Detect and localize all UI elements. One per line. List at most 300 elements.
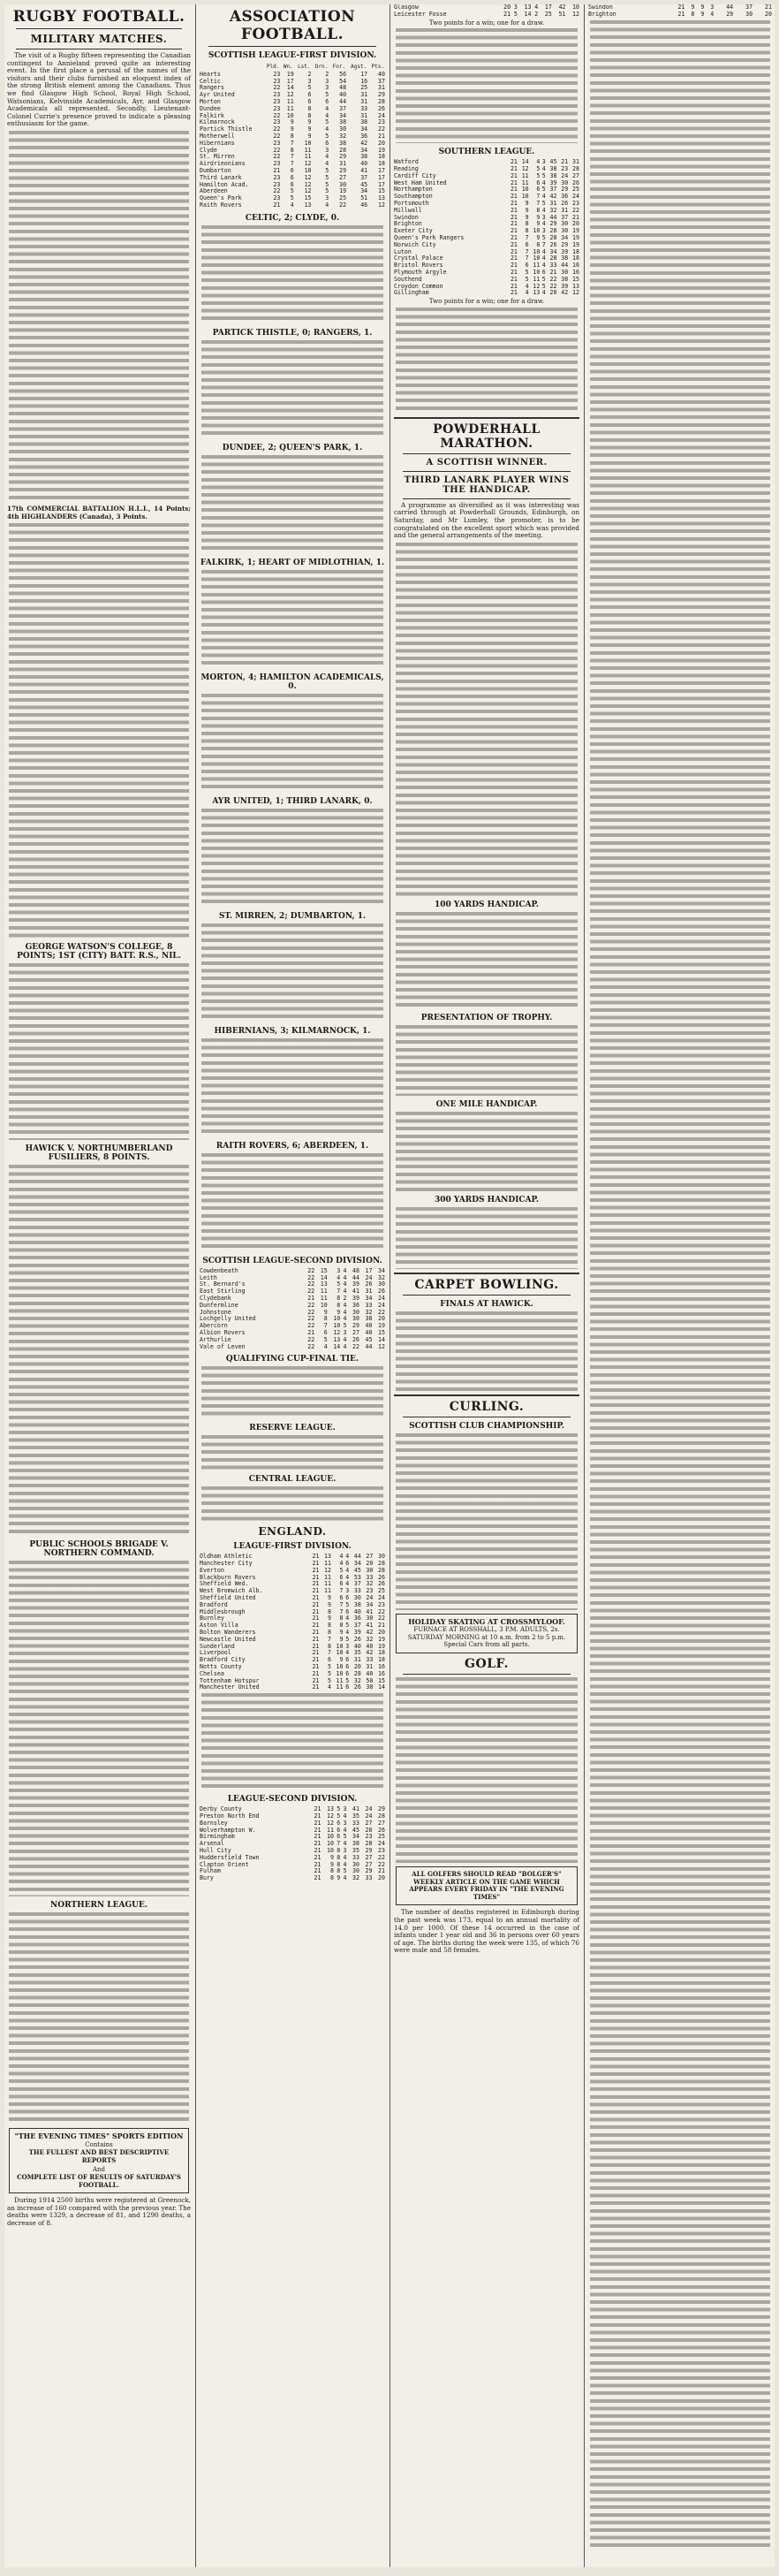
stat-cell: 21	[314, 1812, 321, 1820]
stat-cell: 21	[314, 1867, 321, 1875]
stat-cell: 21	[572, 213, 579, 221]
stat-cell: 41	[366, 1607, 374, 1615]
stat-cell: 9	[290, 125, 294, 133]
stat-cell: 12	[378, 1342, 385, 1350]
stat-cell: 4	[343, 1342, 347, 1350]
match5-body	[9, 1912, 189, 2124]
stat-cell: 30	[366, 1566, 374, 1574]
stat-cell: 21	[510, 289, 518, 297]
stat-cell: 20	[378, 1315, 385, 1323]
stat-cell: 10	[333, 1322, 341, 1330]
stat-cell: 23	[365, 1833, 373, 1841]
stat-cell: 44	[726, 4, 734, 11]
stat-cell: 13	[323, 1553, 331, 1561]
stat-cell: 3	[343, 1847, 347, 1855]
team-name-cell: Bury	[200, 1874, 214, 1882]
stat-cell: 5	[345, 1676, 350, 1684]
stat-cell: 30	[561, 220, 569, 228]
stat-cell: 42	[561, 289, 569, 297]
stat-cell: 5	[513, 10, 518, 18]
stat-cell: 30	[352, 1315, 359, 1323]
stat-cell: 4	[541, 289, 546, 297]
match4-body	[9, 1561, 189, 1896]
stat-cell: 21	[312, 1642, 320, 1650]
stat-cell: 4	[345, 1573, 350, 1581]
carpet-bowling-subheading: FINALS AT HAWICK.	[440, 1299, 533, 1309]
team-name-cell: Vale of Leven	[200, 1342, 246, 1350]
stat-cell: 15	[320, 1266, 328, 1274]
stat-cell: 39	[549, 179, 557, 186]
stat-cell: 10	[327, 1840, 334, 1848]
stat-cell: 26	[561, 199, 569, 207]
stat-cell: 22	[378, 1860, 385, 1868]
stat-cell: 13	[333, 1335, 341, 1343]
stat-cell: 8	[323, 1315, 328, 1323]
stat-cell: 11	[327, 1826, 334, 1834]
stat-cell: 26	[549, 240, 557, 248]
stat-cell: 13	[572, 282, 579, 290]
stat-cell: 14	[524, 10, 532, 18]
stat-cell: 5	[536, 164, 541, 172]
stat-cell: 5	[327, 1676, 331, 1684]
stat-cell: 25	[544, 10, 552, 18]
stat-cell: 3	[325, 77, 329, 85]
stat-cell: 28	[378, 97, 385, 105]
stat-cell: 4	[541, 247, 546, 255]
stat-cell: 34	[352, 1833, 359, 1841]
stat-cell: 26	[352, 1335, 359, 1343]
stat-cell: 5	[325, 180, 329, 188]
stat-cell: 14	[521, 158, 529, 166]
stat-cell: 10	[333, 1315, 341, 1323]
stat-cell: 10	[533, 247, 541, 255]
stat-cell: 11	[336, 1683, 344, 1691]
stat-cell: 19	[378, 1635, 385, 1643]
stat-cell: 6	[325, 97, 329, 105]
stat-cell: 22	[378, 1615, 385, 1622]
stat-cell: 21	[314, 1853, 321, 1861]
stat-cell: 8	[525, 227, 529, 235]
central-body	[201, 1486, 383, 1522]
stat-cell: 6	[327, 1656, 331, 1664]
stat-cell: 4	[345, 1629, 350, 1637]
stat-cell: 6	[323, 1328, 328, 1336]
stat-cell: 45	[360, 180, 368, 188]
stat-cell: 32	[366, 1580, 374, 1588]
stat-cell: 24	[572, 193, 579, 201]
stat-cell: 23	[273, 70, 281, 78]
stat-cell: 7	[337, 1288, 341, 1296]
team-name-cell: Clydebank	[200, 1294, 231, 1302]
stat-cell: 18	[378, 1649, 385, 1657]
stat-cell: 20	[378, 1874, 385, 1882]
stat-cell: 7	[339, 1607, 344, 1615]
stat-cell: 3	[343, 1805, 347, 1813]
stat-cell: 7	[337, 1840, 341, 1848]
stat-cell: 33	[549, 262, 557, 270]
stat-cell: 23	[273, 160, 281, 168]
stat-cell: 13	[327, 1805, 334, 1813]
stat-cell: 13	[378, 194, 385, 202]
stat-cell: 36	[561, 193, 569, 201]
team-name-cell: Bolton Wanderers	[200, 1629, 256, 1637]
team-name-cell: Watford	[394, 158, 419, 166]
stat-cell: 7	[536, 193, 541, 201]
stat-cell: 19	[339, 187, 347, 195]
team-name-cell: West Ham United	[394, 179, 447, 186]
stat-cell: 26	[378, 1826, 385, 1834]
team-name-cell: Cowdenbeath	[200, 1266, 238, 1274]
stat-cell: 5	[345, 1635, 350, 1643]
stat-cell: 6	[345, 1607, 350, 1615]
stat-cell: 4	[343, 1826, 347, 1834]
stat-cell: 23	[378, 1847, 385, 1855]
match-heading: FALKIRK, 1; HEART OF MIDLOTHIAN, 1.	[200, 558, 385, 567]
stat-cell: 22	[273, 111, 281, 119]
stat-cell: 31	[549, 199, 557, 207]
england-results-text	[201, 1693, 383, 1790]
stat-cell: 21	[378, 132, 385, 140]
stat-cell: 24	[378, 1301, 385, 1309]
stat-cell: 10	[533, 227, 541, 235]
stat-cell: 26	[353, 1635, 361, 1643]
stat-cell: 5	[525, 275, 529, 283]
stat-cell: 25	[339, 194, 347, 202]
stat-cell: 11	[320, 1288, 328, 1296]
match-report-body	[201, 1153, 383, 1252]
stat-cell: 8	[327, 1607, 331, 1615]
stat-cell: 44	[339, 97, 347, 105]
stat-cell: 20	[572, 220, 579, 228]
stat-cell: 7	[327, 1635, 331, 1643]
stat-cell: 22	[352, 1342, 359, 1350]
stat-cell: 21	[510, 193, 518, 201]
stat-cell: 8	[290, 132, 294, 140]
stat-cell: 8	[337, 1847, 341, 1855]
stat-cell: 6	[345, 1594, 350, 1602]
team-name-cell: Albion Rovers	[200, 1328, 246, 1336]
stat-cell: 21	[312, 1663, 320, 1671]
stat-cell: 21	[510, 275, 518, 283]
stat-cell: 30	[353, 1594, 361, 1602]
stat-cell: 46	[360, 201, 368, 209]
match-report-body	[201, 694, 383, 793]
stat-cell: 31	[378, 84, 385, 92]
stat-cell: 30	[339, 180, 347, 188]
match-report-body	[201, 225, 383, 324]
stat-cell: 22	[307, 1335, 315, 1343]
powderhall-subheading: THIRD LANARK PLAYER WINS THE HANDICAP.	[404, 475, 570, 495]
team-name-cell: Dundee	[200, 104, 221, 112]
ad-line: COMPLETE LIST OF RESULTS OF SATURDAY'S FOOTBALL.	[17, 2173, 181, 2189]
stat-cell: 8	[307, 104, 312, 112]
stat-cell: 7	[290, 160, 294, 168]
team-name-cell: Bradford	[200, 1600, 228, 1608]
stat-cell: 6	[307, 97, 312, 105]
stat-cell: 27	[339, 173, 347, 181]
stat-cell: 33	[352, 1819, 359, 1827]
team-name-cell: Brighton	[588, 10, 616, 18]
stat-cell: 30	[561, 227, 569, 235]
stat-cell: 21	[312, 1629, 320, 1637]
stat-cell: 5	[541, 282, 546, 290]
points-note: Two points for a win; one for a draw.	[428, 19, 545, 27]
stat-cell: 21	[312, 1566, 320, 1574]
stat-cell: 9	[329, 1860, 334, 1868]
team-name-cell: Northampton	[394, 186, 433, 194]
stat-cell: 8	[329, 1867, 334, 1875]
stat-cell: 9	[339, 1656, 344, 1664]
stat-cell: 21	[312, 1573, 320, 1581]
stat-cell: 21	[314, 1860, 321, 1868]
stat-cell: 36	[360, 132, 368, 140]
stat-cell: 33	[360, 104, 368, 112]
stat-cell: 9	[327, 1594, 331, 1602]
stat-cell: 6	[337, 1826, 341, 1834]
stat-cell: 22	[307, 1308, 315, 1316]
stat-cell: 21	[314, 1847, 321, 1855]
stat-cell: 4	[325, 125, 329, 133]
stat-cell: 23	[273, 97, 281, 105]
stat-cell: 13	[524, 4, 532, 11]
stat-cell: 24	[378, 1594, 385, 1602]
stat-cell: 12	[533, 282, 541, 290]
stat-cell: 21	[314, 1833, 321, 1841]
stat-cell: 40	[366, 1642, 374, 1650]
stat-cell: 21	[510, 171, 518, 179]
central-heading: CENTRAL LEAGUE.	[248, 1475, 337, 1485]
stat-cell: 21	[314, 1826, 321, 1834]
stat-cell: 4	[343, 1840, 347, 1848]
stat-cell: 26	[378, 1580, 385, 1588]
match-heading: PARTICK THISTLE, 0; RANGERS, 1.	[212, 328, 373, 338]
stat-cell: 33	[352, 1853, 359, 1861]
stat-cell: 17	[378, 173, 385, 181]
stat-cell: 8	[337, 1853, 341, 1861]
stat-cell: 41	[360, 166, 368, 174]
stat-cell: 6	[345, 1663, 350, 1671]
stat-cell: 53	[353, 1573, 361, 1581]
team-name-cell: Exeter City	[394, 227, 433, 235]
stat-cell: 21	[312, 1669, 320, 1677]
stat-cell: 26	[572, 179, 579, 186]
stat-cell: 14	[286, 84, 294, 92]
stat-cell: 21	[312, 1607, 320, 1615]
stat-cell: 12	[304, 160, 312, 168]
league-table-scottish-2	[200, 1268, 385, 1351]
stat-cell: 5	[290, 187, 294, 195]
stat-cell: 33	[366, 1573, 374, 1581]
stat-cell: 28	[353, 1669, 361, 1677]
stat-cell: 21	[314, 1874, 321, 1882]
stat-cell: 56	[339, 70, 347, 78]
stat-cell: 3	[337, 1266, 341, 1274]
stat-cell: 23	[561, 164, 569, 172]
handicap-body	[396, 1112, 578, 1191]
league-table-title: LEAGUE-FIRST DIVISION.	[233, 1542, 352, 1552]
stat-cell: 30	[378, 1553, 385, 1561]
stat-cell: 8	[337, 1867, 341, 1875]
points-note: Two points for a win; one for a draw.	[428, 298, 545, 306]
stat-cell: 8	[339, 1622, 344, 1630]
stat-cell: 12	[521, 164, 529, 172]
stat-cell: 30	[745, 10, 753, 18]
stat-cell: 38	[366, 1683, 374, 1691]
stat-cell: 6	[339, 1594, 344, 1602]
stat-cell: 3	[307, 77, 312, 85]
team-name-cell: Queen's Park	[200, 194, 242, 202]
team-name-cell: Fulham	[200, 1867, 221, 1875]
stat-cell: 22	[307, 1288, 315, 1296]
stat-cell: 4	[343, 1812, 347, 1820]
stat-cell: 21	[510, 255, 518, 262]
carpet-bowling-heading: CARPET BOWLING.	[414, 1277, 559, 1292]
stat-cell: 48	[352, 1266, 359, 1274]
stat-cell: 6	[290, 173, 294, 181]
stat-cell: 4	[541, 206, 546, 214]
stat-cell: 21	[510, 262, 518, 270]
stat-cell: 27	[572, 171, 579, 179]
stat-cell: 24	[378, 111, 385, 119]
handicap-heading: 100 YARDS HANDICAP.	[435, 900, 539, 909]
team-name-cell: Barnsley	[200, 1819, 228, 1827]
team-name-cell: Birmingham	[200, 1833, 235, 1841]
league-table-england-1	[200, 1554, 385, 1691]
stat-cell: 6	[525, 240, 529, 248]
league-table-right	[588, 4, 772, 19]
stat-cell: 50	[366, 1676, 374, 1684]
stat-cell: 12	[327, 1819, 334, 1827]
team-name-cell: Kilmarnock	[200, 118, 235, 126]
stat-cell: 2	[307, 70, 312, 78]
stat-cell: 6	[290, 180, 294, 188]
team-name-cell: Swindon	[588, 4, 613, 11]
stat-cell: 21	[510, 199, 518, 207]
stat-cell: 44	[561, 262, 569, 270]
stat-cell: 4	[345, 1553, 350, 1561]
stat-cell: 4	[337, 1273, 341, 1281]
team-name-cell: Southampton	[394, 193, 433, 201]
stat-cell: 5	[541, 275, 546, 283]
team-name-cell: Plymouth Argyle	[394, 268, 447, 276]
stat-cell: 34	[360, 187, 368, 195]
england-heading: ENGLAND.	[258, 1525, 327, 1539]
match2-body	[9, 963, 189, 1140]
stat-cell: 23	[378, 118, 385, 126]
handicap-heading: ONE MILE HANDICAP.	[435, 1099, 538, 1109]
stat-cell: 21	[561, 158, 569, 166]
stat-cell: 32	[549, 206, 557, 214]
stat-cell: 18	[378, 160, 385, 168]
team-name-cell: Aberdeen	[200, 187, 228, 195]
team-name-cell: Norwich City	[394, 240, 436, 248]
stat-cell: 29	[352, 1322, 359, 1330]
team-name-cell: Croydon Common	[394, 282, 443, 290]
stat-cell: 22	[307, 1280, 315, 1288]
stat-cell: 3	[345, 1587, 350, 1595]
stat-cell: 9	[337, 1874, 341, 1882]
stat-cell: 11	[323, 1573, 331, 1581]
match-heading: HIBERNIANS, 3; KILMARNOCK, 1.	[214, 1026, 371, 1036]
team-name-cell: Millwall	[394, 206, 422, 214]
match-report-body	[201, 340, 383, 439]
stat-cell: 39	[561, 282, 569, 290]
stat-cell: 11	[323, 1587, 331, 1595]
column-rule	[584, 4, 585, 2567]
stat-cell: 37	[353, 1622, 361, 1630]
stat-cell: 22	[307, 1315, 315, 1323]
stat-cell: 30	[352, 1867, 359, 1875]
stat-cell: 8	[339, 1615, 344, 1622]
stat-cell: 37	[353, 1580, 361, 1588]
rugby-intro: The visit of a Rugby fifteen representing the Canadian contingent to Annieland proved quite an interesting event. In the first place a perusal of the names of the visitors and their clubs furnished an eloquent index of the strong British element among the Canadians. Thus we find Glasgow High School, Royal High School, Watsonians, Kelvinside Academicals, Ayr, and Glasgow Academicals all represented. Secondly, Lieutenant-Colonel Currie's presence proved to indicate a pleasing enthusiasm for the game.	[7, 51, 191, 128]
stat-cell: 27	[365, 1819, 373, 1827]
stat-cell: 4	[343, 1853, 347, 1861]
stat-cell: 18	[572, 247, 579, 255]
stat-cell: 8	[327, 1629, 331, 1637]
stat-cell: 21	[510, 213, 518, 221]
stat-cell: 10	[336, 1642, 344, 1650]
cup-body	[201, 1366, 383, 1419]
ad-title: "THE EVENING TIMES" SPORTS EDITION	[14, 2131, 184, 2141]
presentation-heading: PRESENTATION OF TROPHY.	[420, 1013, 553, 1022]
stat-cell: 6	[345, 1560, 350, 1568]
team-name-cell: Morton	[200, 97, 221, 105]
skating-ad	[396, 1614, 578, 1653]
handicap-body	[396, 1207, 578, 1269]
team-name-cell: Chelsea	[200, 1669, 224, 1677]
team-name-cell: Clyde	[200, 146, 217, 154]
stat-cell: 29	[561, 240, 569, 248]
stat-cell: 23	[572, 199, 579, 207]
stat-cell: 7	[339, 1600, 344, 1608]
stat-cell: 21	[510, 186, 518, 194]
stat-cell: 40	[339, 91, 347, 99]
stat-cell: 28	[339, 146, 347, 154]
stat-cell: 19	[378, 1642, 385, 1650]
stat-cell: 9	[337, 1308, 341, 1316]
stat-cell: 35	[353, 1649, 361, 1657]
stat-cell: 3	[343, 1328, 347, 1336]
stat-cell: 4	[325, 104, 329, 112]
stat-cell: 14	[333, 1342, 341, 1350]
stat-cell: 15	[378, 187, 385, 195]
stat-cell: 34	[360, 146, 368, 154]
stat-cell: 45	[352, 1826, 359, 1834]
stat-cell: 38	[549, 171, 557, 179]
stat-cell: 30	[378, 1280, 385, 1288]
stat-cell: 30	[561, 179, 569, 186]
stat-cell: 21	[312, 1594, 320, 1602]
stat-cell: 23	[273, 104, 281, 112]
team-name-cell: Sunderland	[200, 1642, 235, 1650]
stat-cell: 21	[765, 4, 772, 11]
stat-cell: 5	[345, 1600, 350, 1608]
stat-cell: 21	[314, 1819, 321, 1827]
team-name-cell: Bristol Rovers	[394, 262, 443, 270]
stat-cell: 39	[561, 247, 569, 255]
stat-cell: 22	[549, 275, 557, 283]
league-table-england-2	[200, 1806, 385, 1882]
stat-cell: 22	[549, 282, 557, 290]
match2-heading: GEORGE WATSON'S COLLEGE, 8 POINTS; 1ST (CITY) BATT. R.S., NIL.	[17, 943, 181, 961]
stat-cell: 4	[343, 1301, 347, 1309]
team-name-cell: Manchester United	[200, 1683, 260, 1691]
stat-cell: 12	[572, 289, 579, 297]
stat-cell: 6	[536, 179, 541, 186]
stat-cell: 42	[549, 193, 557, 201]
team-name-cell: Glasgow	[394, 4, 419, 11]
